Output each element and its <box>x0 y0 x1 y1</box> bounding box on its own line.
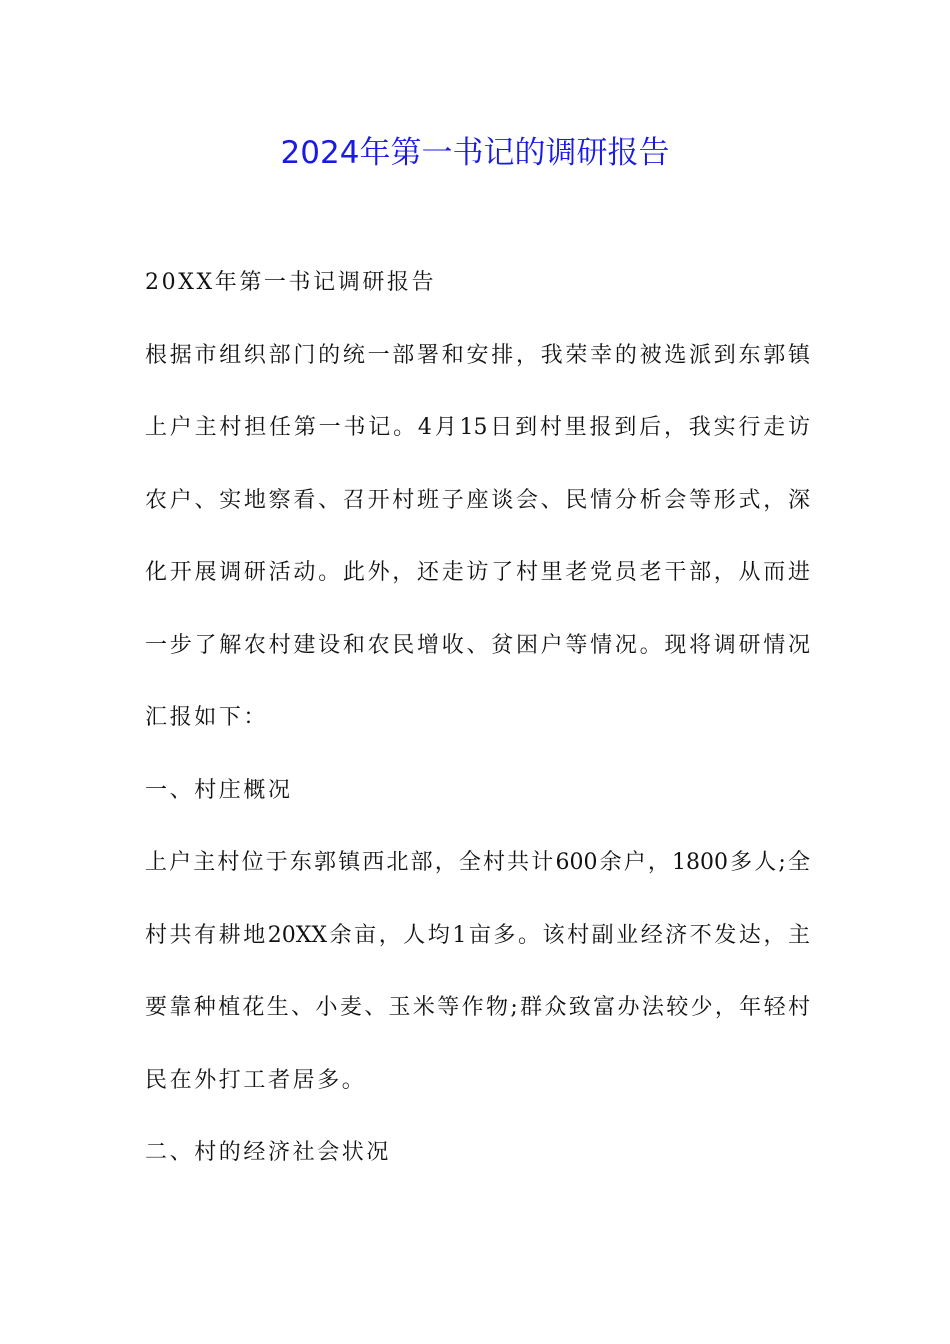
text-line: 要靠种植花生、小麦、玉米等作物;群众致富办法较少，年轻村 <box>145 995 810 1020</box>
document-title: 2024年第一书记的调研报告 <box>280 135 670 171</box>
text-line: 村共有耕地20XX余亩，人均1亩多。该村副业经济不发达，主 <box>145 922 810 948</box>
text-line: 上户主村担任第一书记。4月15日到村里报到后，我实行走访 <box>145 415 810 440</box>
text-line: 汇报如下： <box>145 705 269 730</box>
text-line: 农户、实地察看、召开村班子座谈会、民情分析会等形式，深 <box>145 487 810 513</box>
text-line: 20XX年第一书记调研报告 <box>145 270 437 295</box>
document-body <box>145 247 810 1190</box>
text-line: 一步了解农村建设和农民增收、贫困户等情况。现将调研情况 <box>145 632 810 658</box>
text-line: 上户主村位于东郭镇西北部，全村共计600余户，1800多人;全 <box>145 850 810 875</box>
text-line: 根据市组织部门的统一部署和安排，我荣幸的被选派到东郭镇 <box>145 342 810 368</box>
section-heading: 二、村的经济社会状况 <box>145 1140 392 1165</box>
text-line: 化开展调研活动。此外，还走访了村里老党员老干部，从而进 <box>145 560 810 585</box>
text-line: 民在外打工者居多。 <box>145 1067 367 1093</box>
section-heading: 一、村庄概况 <box>145 777 293 803</box>
